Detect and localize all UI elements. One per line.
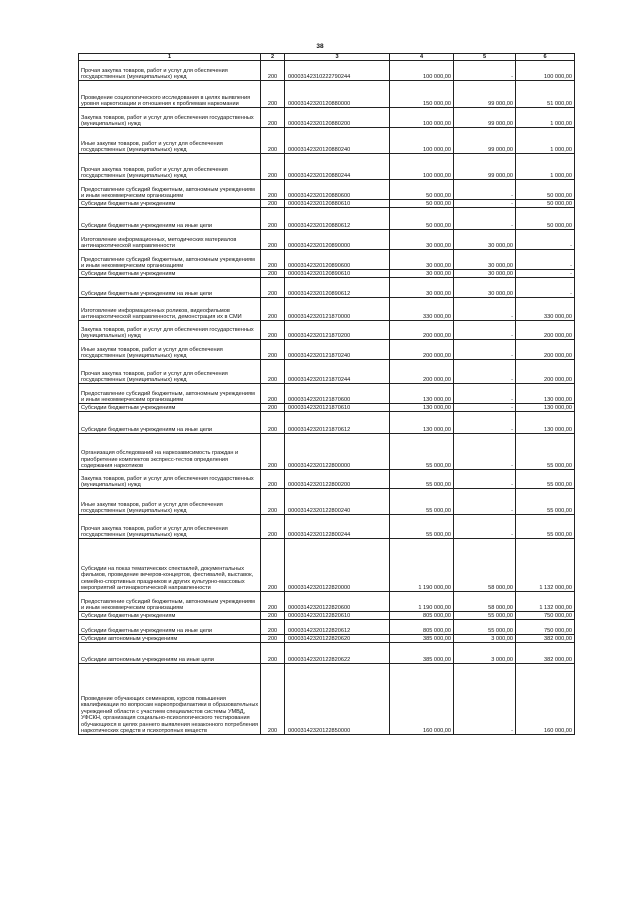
row-amount-executed: - bbox=[454, 470, 516, 489]
table-row bbox=[79, 592, 575, 612]
row-description: Закупка товаров, работ и услуг для обеспечения государственных (муниципальных) нужд bbox=[79, 321, 261, 340]
row-amount-executed: - bbox=[454, 664, 516, 735]
row-description: Субсидии бюджетным учреждениям на иные цели bbox=[79, 208, 261, 230]
row-amount-executed: 55 000,00 bbox=[454, 612, 516, 620]
row-code: 200 bbox=[261, 180, 285, 200]
row-description: Прочая закупка товаров, работ и услуг для обеспечения государственных (муниципальных) нужд bbox=[79, 515, 261, 539]
row-amount-executed: 30 000,00 bbox=[454, 250, 516, 270]
row-classification-code: 00003142320121870600 bbox=[285, 384, 390, 404]
table-row bbox=[79, 298, 575, 321]
row-classification-code: 00003142320120890610 bbox=[285, 270, 390, 278]
row-code: 200 bbox=[261, 643, 285, 664]
row-code: 200 bbox=[261, 81, 285, 108]
row-classification-code: 00003142320122800244 bbox=[285, 515, 390, 539]
table-row bbox=[79, 434, 575, 470]
row-description: Субсидии бюджетным учреждениям на иные цели bbox=[79, 412, 261, 434]
table-row bbox=[79, 664, 575, 735]
row-amount-executed: 30 000,00 bbox=[454, 230, 516, 250]
row-classification-code: 00003142320120890600 bbox=[285, 250, 390, 270]
row-code: 200 bbox=[261, 434, 285, 470]
row-code: 200 bbox=[261, 360, 285, 384]
row-amount-plan: 160 000,00 bbox=[390, 664, 454, 735]
row-classification-code: 00003142320122820000 bbox=[285, 539, 390, 592]
table-row bbox=[79, 384, 575, 404]
table-row bbox=[79, 643, 575, 664]
row-amount-remaining: 1 000,00 bbox=[516, 108, 575, 128]
row-classification-code: 00003142320121870612 bbox=[285, 412, 390, 434]
row-description: Предоставление субсидий бюджетным, автономным учреждениям и иным некоммерческим организациям bbox=[79, 180, 261, 200]
row-code: 200 bbox=[261, 340, 285, 360]
column-header: 1 bbox=[79, 54, 261, 61]
row-description: Проведение социологического исследования в целях выявления уровня наркотизации и отношения к проблемам наркомании bbox=[79, 81, 261, 108]
row-amount-plan: 805 000,00 bbox=[390, 612, 454, 620]
row-description: Субсидии бюджетным учреждениям на иные цели bbox=[79, 620, 261, 635]
row-amount-executed: - bbox=[454, 515, 516, 539]
row-amount-remaining: 51 000,00 bbox=[516, 81, 575, 108]
row-classification-code: 00003142320122820612 bbox=[285, 620, 390, 635]
row-classification-code: 00003142320121870240 bbox=[285, 340, 390, 360]
row-classification-code: 00003142320120880000 bbox=[285, 81, 390, 108]
row-amount-remaining: 50 000,00 bbox=[516, 200, 575, 208]
row-code: 200 bbox=[261, 321, 285, 340]
row-amount-remaining: - bbox=[516, 230, 575, 250]
row-amount-executed: - bbox=[454, 360, 516, 384]
row-amount-plan: 55 000,00 bbox=[390, 489, 454, 515]
table-row bbox=[79, 404, 575, 412]
row-classification-code: 00003142320120890612 bbox=[285, 278, 390, 298]
row-description: Субсидии бюджетным учреждениям bbox=[79, 612, 261, 620]
row-description: Субсидии на показ тематических спектаклей, документальных фильмов, проведение вечеров-концертов, фестивалей, выставок, семейно-спортивных праздников и других культурно-массовых мероприятий антинаркотической направленности bbox=[79, 539, 261, 592]
row-amount-remaining: 1 132 000,00 bbox=[516, 592, 575, 612]
row-amount-plan: 50 000,00 bbox=[390, 208, 454, 230]
row-amount-executed: - bbox=[454, 61, 516, 81]
row-classification-code: 00003142320120880200 bbox=[285, 108, 390, 128]
row-amount-remaining: 100 000,00 bbox=[516, 61, 575, 81]
row-amount-plan: 130 000,00 bbox=[390, 412, 454, 434]
row-code: 200 bbox=[261, 384, 285, 404]
row-code: 200 bbox=[261, 298, 285, 321]
row-description: Субсидии бюджетным учреждениям bbox=[79, 200, 261, 208]
table-row bbox=[79, 81, 575, 108]
table-row bbox=[79, 620, 575, 635]
row-amount-executed: 58 000,00 bbox=[454, 539, 516, 592]
row-classification-code: 00003142320120880244 bbox=[285, 154, 390, 180]
row-description: Прочая закупка товаров, работ и услуг для обеспечения государственных (муниципальных) нужд bbox=[79, 154, 261, 180]
row-amount-plan: 130 000,00 bbox=[390, 404, 454, 412]
row-amount-plan: 805 000,00 bbox=[390, 620, 454, 635]
row-classification-code: 00003142320120880612 bbox=[285, 208, 390, 230]
row-amount-plan: 330 000,00 bbox=[390, 298, 454, 321]
row-classification-code: 00003142320121870200 bbox=[285, 321, 390, 340]
column-header: 3 bbox=[285, 54, 390, 61]
row-amount-remaining: 55 000,00 bbox=[516, 434, 575, 470]
row-amount-remaining: 1 000,00 bbox=[516, 154, 575, 180]
page-number: 38 bbox=[316, 43, 324, 50]
row-description: Предоставление субсидий бюджетным, автономным учреждениям и иным некоммерческим организациям bbox=[79, 250, 261, 270]
row-classification-code: 00003142320120890000 bbox=[285, 230, 390, 250]
row-classification-code: 00003142320121870244 bbox=[285, 360, 390, 384]
row-description: Проведение обучающих семинаров, курсов повышения квалификации по вопросам наркопрофилактики в образовательных учреждений области с участием специалистов системы УМВД, УФСКН, организация социально-психологического тестирования обучающихся в целях раннего выявления незаконного потребления наркотических средств и психотропных веществ bbox=[79, 664, 261, 735]
table-row bbox=[79, 208, 575, 230]
row-amount-remaining: 200 000,00 bbox=[516, 360, 575, 384]
row-code: 200 bbox=[261, 635, 285, 643]
row-code: 200 bbox=[261, 489, 285, 515]
row-code: 200 bbox=[261, 412, 285, 434]
row-amount-remaining: 750 000,00 bbox=[516, 612, 575, 620]
row-code: 200 bbox=[261, 620, 285, 635]
row-amount-executed: 99 000,00 bbox=[454, 128, 516, 154]
table-row bbox=[79, 250, 575, 270]
row-classification-code: 00003142320122800000 bbox=[285, 434, 390, 470]
table-row bbox=[79, 635, 575, 643]
table-row bbox=[79, 470, 575, 489]
row-amount-remaining: 330 000,00 bbox=[516, 298, 575, 321]
row-amount-plan: 55 000,00 bbox=[390, 515, 454, 539]
row-classification-code: 00003142320120880240 bbox=[285, 128, 390, 154]
row-amount-plan: 130 000,00 bbox=[390, 384, 454, 404]
row-amount-executed: 3 000,00 bbox=[454, 643, 516, 664]
row-amount-plan: 30 000,00 bbox=[390, 270, 454, 278]
row-code: 200 bbox=[261, 108, 285, 128]
row-code: 200 bbox=[261, 470, 285, 489]
row-amount-plan: 1 190 000,00 bbox=[390, 539, 454, 592]
row-code: 200 bbox=[261, 664, 285, 735]
row-description: Прочая закупка товаров, работ и услуг для обеспечения государственных (муниципальных) нужд bbox=[79, 61, 261, 81]
table-row bbox=[79, 489, 575, 515]
row-amount-plan: 55 000,00 bbox=[390, 434, 454, 470]
column-header: 2 bbox=[261, 54, 285, 61]
row-amount-remaining: 50 000,00 bbox=[516, 208, 575, 230]
row-amount-remaining: 55 000,00 bbox=[516, 489, 575, 515]
row-code: 200 bbox=[261, 404, 285, 412]
row-amount-plan: 55 000,00 bbox=[390, 470, 454, 489]
row-amount-executed: 30 000,00 bbox=[454, 270, 516, 278]
row-amount-executed: - bbox=[454, 321, 516, 340]
row-amount-remaining: 55 000,00 bbox=[516, 470, 575, 489]
row-amount-plan: 200 000,00 bbox=[390, 360, 454, 384]
row-amount-remaining: 200 000,00 bbox=[516, 321, 575, 340]
table-row bbox=[79, 412, 575, 434]
row-amount-remaining: 750 000,00 bbox=[516, 620, 575, 635]
row-description: Закупка товаров, работ и услуг для обеспечения государственных (муниципальных) нужд bbox=[79, 470, 261, 489]
column-header: 5 bbox=[454, 54, 516, 61]
row-amount-remaining: 200 000,00 bbox=[516, 340, 575, 360]
row-amount-plan: 200 000,00 bbox=[390, 340, 454, 360]
row-code: 200 bbox=[261, 270, 285, 278]
row-amount-executed: - bbox=[454, 412, 516, 434]
row-classification-code: 00003142310222790244 bbox=[285, 61, 390, 81]
table-row bbox=[79, 200, 575, 208]
row-amount-plan: 100 000,00 bbox=[390, 108, 454, 128]
row-description: Иные закупки товаров, работ и услуг для обеспечения государственных (муниципальных) нужд bbox=[79, 340, 261, 360]
row-description: Закупка товаров, работ и услуг для обеспечения государственных (муниципальных) нужд bbox=[79, 108, 261, 128]
row-amount-remaining: - bbox=[516, 278, 575, 298]
row-amount-remaining: 160 000,00 bbox=[516, 664, 575, 735]
table-row bbox=[79, 128, 575, 154]
row-description: Организация обследований на наркозависимость граждан и приобретение комплектов экспресс-тестов определения содержания наркотиков bbox=[79, 434, 261, 470]
row-amount-executed: 99 000,00 bbox=[454, 81, 516, 108]
row-amount-plan: 385 000,00 bbox=[390, 643, 454, 664]
row-amount-plan: 100 000,00 bbox=[390, 154, 454, 180]
row-description: Иные закупки товаров, работ и услуг для обеспечения государственных (муниципальных) нужд bbox=[79, 128, 261, 154]
row-amount-executed: - bbox=[454, 180, 516, 200]
row-amount-executed: 99 000,00 bbox=[454, 108, 516, 128]
table-row bbox=[79, 61, 575, 81]
row-description: Субсидии автономным учреждениям на иные цели bbox=[79, 643, 261, 664]
row-amount-remaining: 1 132 000,00 bbox=[516, 539, 575, 592]
row-amount-executed: 30 000,00 bbox=[454, 278, 516, 298]
row-description: Иные закупки товаров, работ и услуг для обеспечения государственных (муниципальных) нужд bbox=[79, 489, 261, 515]
row-code: 200 bbox=[261, 154, 285, 180]
row-code: 200 bbox=[261, 250, 285, 270]
row-amount-plan: 50 000,00 bbox=[390, 180, 454, 200]
table-row bbox=[79, 230, 575, 250]
table-header-row bbox=[79, 54, 575, 61]
row-amount-remaining: - bbox=[516, 270, 575, 278]
table-row bbox=[79, 278, 575, 298]
row-amount-remaining: 55 000,00 bbox=[516, 515, 575, 539]
row-description: Изготовление информационных роликов, видеофильмов антинаркотической направленности, демонстрация их в СМИ bbox=[79, 298, 261, 321]
table-row bbox=[79, 340, 575, 360]
budget-table bbox=[78, 53, 575, 735]
row-amount-plan: 1 190 000,00 bbox=[390, 592, 454, 612]
row-amount-plan: 385 000,00 bbox=[390, 635, 454, 643]
row-amount-plan: 30 000,00 bbox=[390, 250, 454, 270]
row-code: 200 bbox=[261, 128, 285, 154]
row-classification-code: 00003142320122820610 bbox=[285, 612, 390, 620]
table-row bbox=[79, 180, 575, 200]
row-description: Прочая закупка товаров, работ и услуг для обеспечения государственных (муниципальных) нужд bbox=[79, 360, 261, 384]
row-code: 200 bbox=[261, 278, 285, 298]
row-amount-plan: 200 000,00 bbox=[390, 321, 454, 340]
row-classification-code: 00003142320122800240 bbox=[285, 489, 390, 515]
row-amount-remaining: 130 000,00 bbox=[516, 384, 575, 404]
row-amount-executed: - bbox=[454, 384, 516, 404]
row-amount-executed: - bbox=[454, 434, 516, 470]
row-amount-remaining: 50 000,00 bbox=[516, 180, 575, 200]
row-amount-remaining: - bbox=[516, 250, 575, 270]
row-amount-plan: 30 000,00 bbox=[390, 230, 454, 250]
row-code: 200 bbox=[261, 208, 285, 230]
table-row bbox=[79, 154, 575, 180]
row-amount-plan: 150 000,00 bbox=[390, 81, 454, 108]
row-description: Предоставление субсидий бюджетным, автономным учреждениям и иным некоммерческим организациям bbox=[79, 384, 261, 404]
row-classification-code: 00003142320121870610 bbox=[285, 404, 390, 412]
row-amount-remaining: 130 000,00 bbox=[516, 404, 575, 412]
row-classification-code: 00003142320122850000 bbox=[285, 664, 390, 735]
table-row bbox=[79, 515, 575, 539]
row-description: Субсидии бюджетным учреждениям bbox=[79, 270, 261, 278]
row-code: 200 bbox=[261, 592, 285, 612]
column-header: 6 bbox=[516, 54, 575, 61]
table-row bbox=[79, 108, 575, 128]
row-code: 200 bbox=[261, 61, 285, 81]
row-amount-plan: 100 000,00 bbox=[390, 128, 454, 154]
row-amount-executed: - bbox=[454, 208, 516, 230]
row-code: 200 bbox=[261, 612, 285, 620]
row-classification-code: 00003142320122820600 bbox=[285, 592, 390, 612]
row-code: 200 bbox=[261, 515, 285, 539]
row-description: Изготовление информационных, методических материалов антинаркотической направленности bbox=[79, 230, 261, 250]
row-amount-executed: - bbox=[454, 340, 516, 360]
row-code: 200 bbox=[261, 539, 285, 592]
row-amount-remaining: 382 000,00 bbox=[516, 635, 575, 643]
row-amount-remaining: 1 000,00 bbox=[516, 128, 575, 154]
row-code: 200 bbox=[261, 200, 285, 208]
row-amount-executed: 55 000,00 bbox=[454, 620, 516, 635]
column-header: 4 bbox=[390, 54, 454, 61]
table-row bbox=[79, 360, 575, 384]
row-code: 200 bbox=[261, 230, 285, 250]
table-row bbox=[79, 539, 575, 592]
row-classification-code: 00003142320122820622 bbox=[285, 643, 390, 664]
row-amount-plan: 50 000,00 bbox=[390, 200, 454, 208]
row-classification-code: 00003142320120880600 bbox=[285, 180, 390, 200]
row-amount-executed: 3 000,00 bbox=[454, 635, 516, 643]
row-classification-code: 00003142320122820620 bbox=[285, 635, 390, 643]
row-amount-remaining: 382 000,00 bbox=[516, 643, 575, 664]
row-description: Субсидии бюджетным учреждениям bbox=[79, 404, 261, 412]
row-description: Предоставление субсидий бюджетным, автономным учреждениям и иным некоммерческим организациям bbox=[79, 592, 261, 612]
row-amount-plan: 100 000,00 bbox=[390, 61, 454, 81]
row-description: Субсидии автономным учреждениям bbox=[79, 635, 261, 643]
row-amount-executed: - bbox=[454, 489, 516, 515]
table-row bbox=[79, 270, 575, 278]
table-row bbox=[79, 321, 575, 340]
row-amount-plan: 30 000,00 bbox=[390, 278, 454, 298]
row-amount-executed: - bbox=[454, 404, 516, 412]
row-classification-code: 00003142320122800200 bbox=[285, 470, 390, 489]
row-classification-code: 00003142320121870000 bbox=[285, 298, 390, 321]
row-amount-executed: 58 000,00 bbox=[454, 592, 516, 612]
row-amount-executed: 99 000,00 bbox=[454, 154, 516, 180]
row-classification-code: 00003142320120880610 bbox=[285, 200, 390, 208]
row-amount-remaining: 130 000,00 bbox=[516, 412, 575, 434]
row-amount-executed: - bbox=[454, 298, 516, 321]
row-amount-executed: - bbox=[454, 200, 516, 208]
row-description: Субсидии бюджетным учреждениям на иные цели bbox=[79, 278, 261, 298]
table-row bbox=[79, 612, 575, 620]
